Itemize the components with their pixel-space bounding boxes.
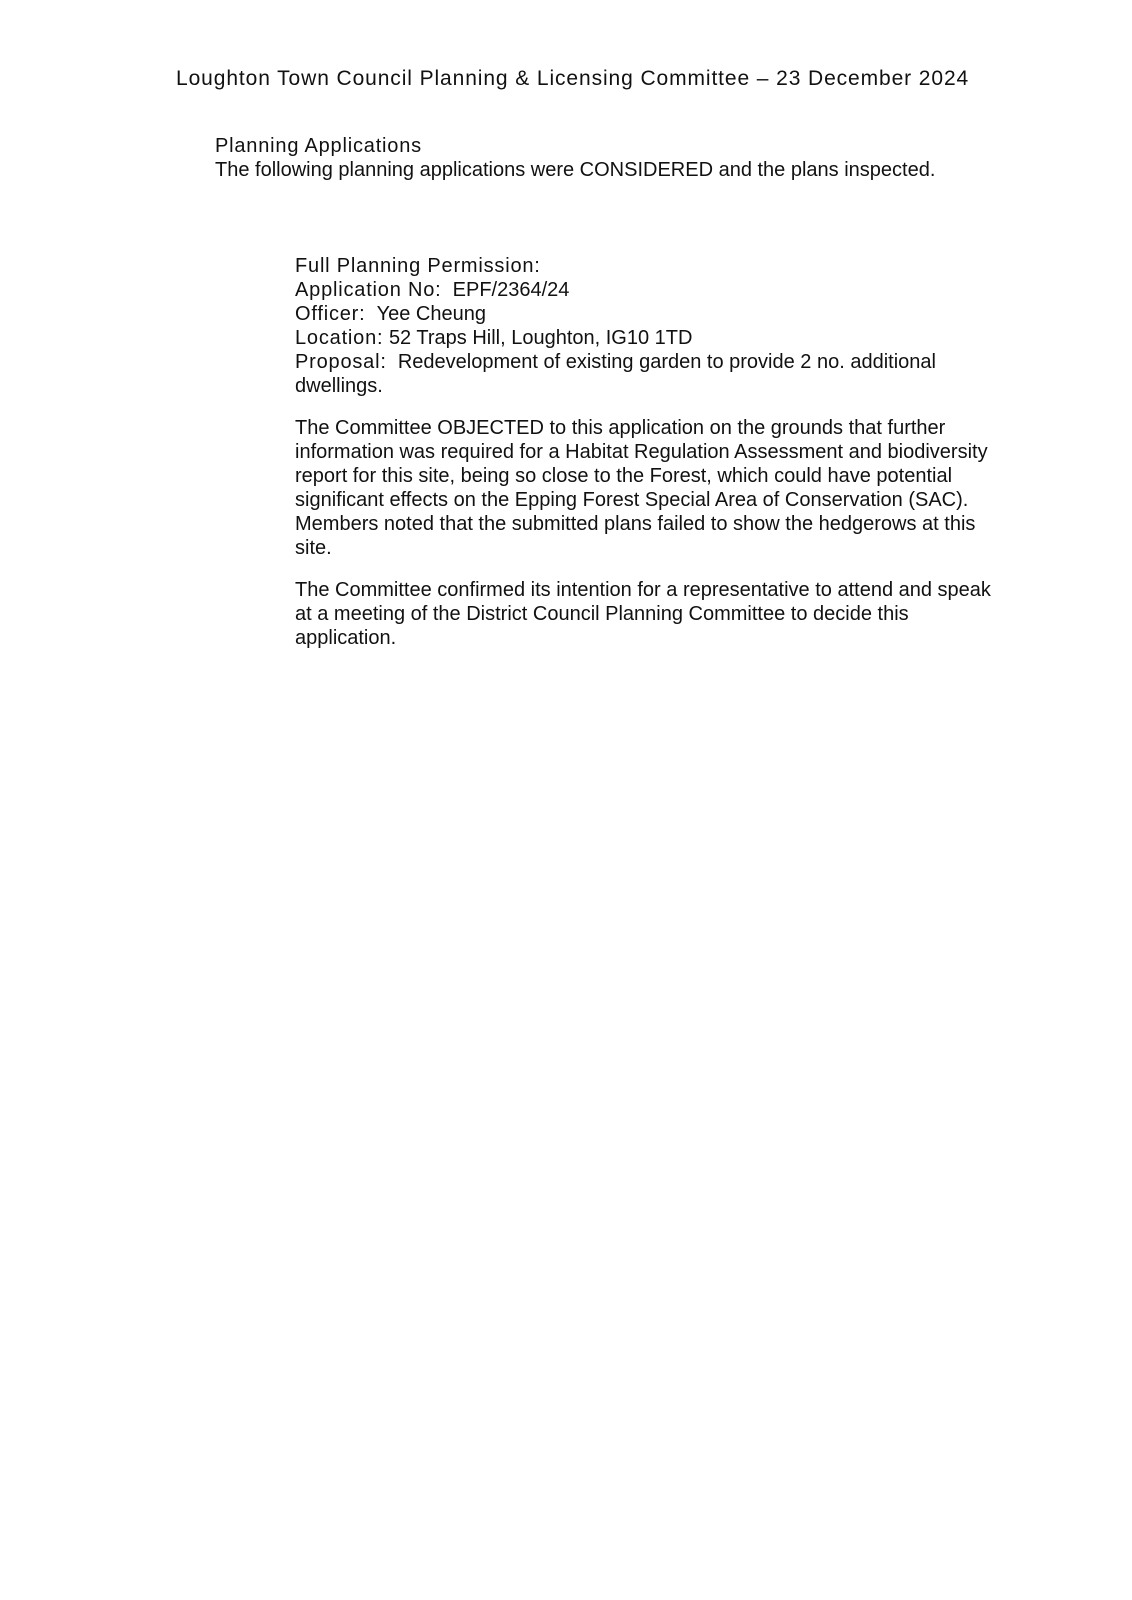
application-number	[295, 278, 995, 302]
application-entry	[295, 254, 995, 650]
planning-applications-section	[215, 134, 1035, 182]
committee-representation: The Committee confirmed its intention for a representative to attend and speak at a meeting of the District Council Planning Committee to decide this application.	[295, 579, 991, 649]
application-officer	[295, 302, 995, 326]
proposal-value: Redevelopment of existing garden to provide 2 no. additional dwellings.	[295, 351, 936, 397]
application-type	[295, 254, 995, 278]
application-number-value: EPF/2364/24	[452, 279, 570, 301]
application-location	[295, 326, 995, 350]
application-proposal	[295, 350, 995, 398]
application-type-label: Full Planning Permission:	[295, 255, 541, 277]
page-header: Loughton Town Council Planning & Licensing Committee – 23 December 2024	[176, 67, 970, 90]
officer-value: Yee Cheung	[376, 303, 486, 325]
proposal-label: Proposal:	[295, 351, 387, 373]
application-number-label: Application No:	[295, 279, 442, 301]
section-intro: The following planning applications were CONSIDERED and the plans inspected.	[215, 159, 936, 181]
officer-label: Officer:	[295, 303, 366, 325]
committee-decision: The Committee OBJECTED to this application on the grounds that further information was required for a Habitat Regulation Assessment and biodiversity report for this site, being so close to the Forest, which could have potential significant effects on the Epping Forest Special Area of Conservation (SAC). Members noted that the submitted plans failed to show the hedgerows at this site.	[295, 417, 988, 559]
section-heading: Planning Applications	[215, 135, 422, 157]
location-value: 52 Traps Hill, Loughton, IG10 1TD	[388, 327, 693, 349]
location-label: Location:	[295, 327, 384, 349]
